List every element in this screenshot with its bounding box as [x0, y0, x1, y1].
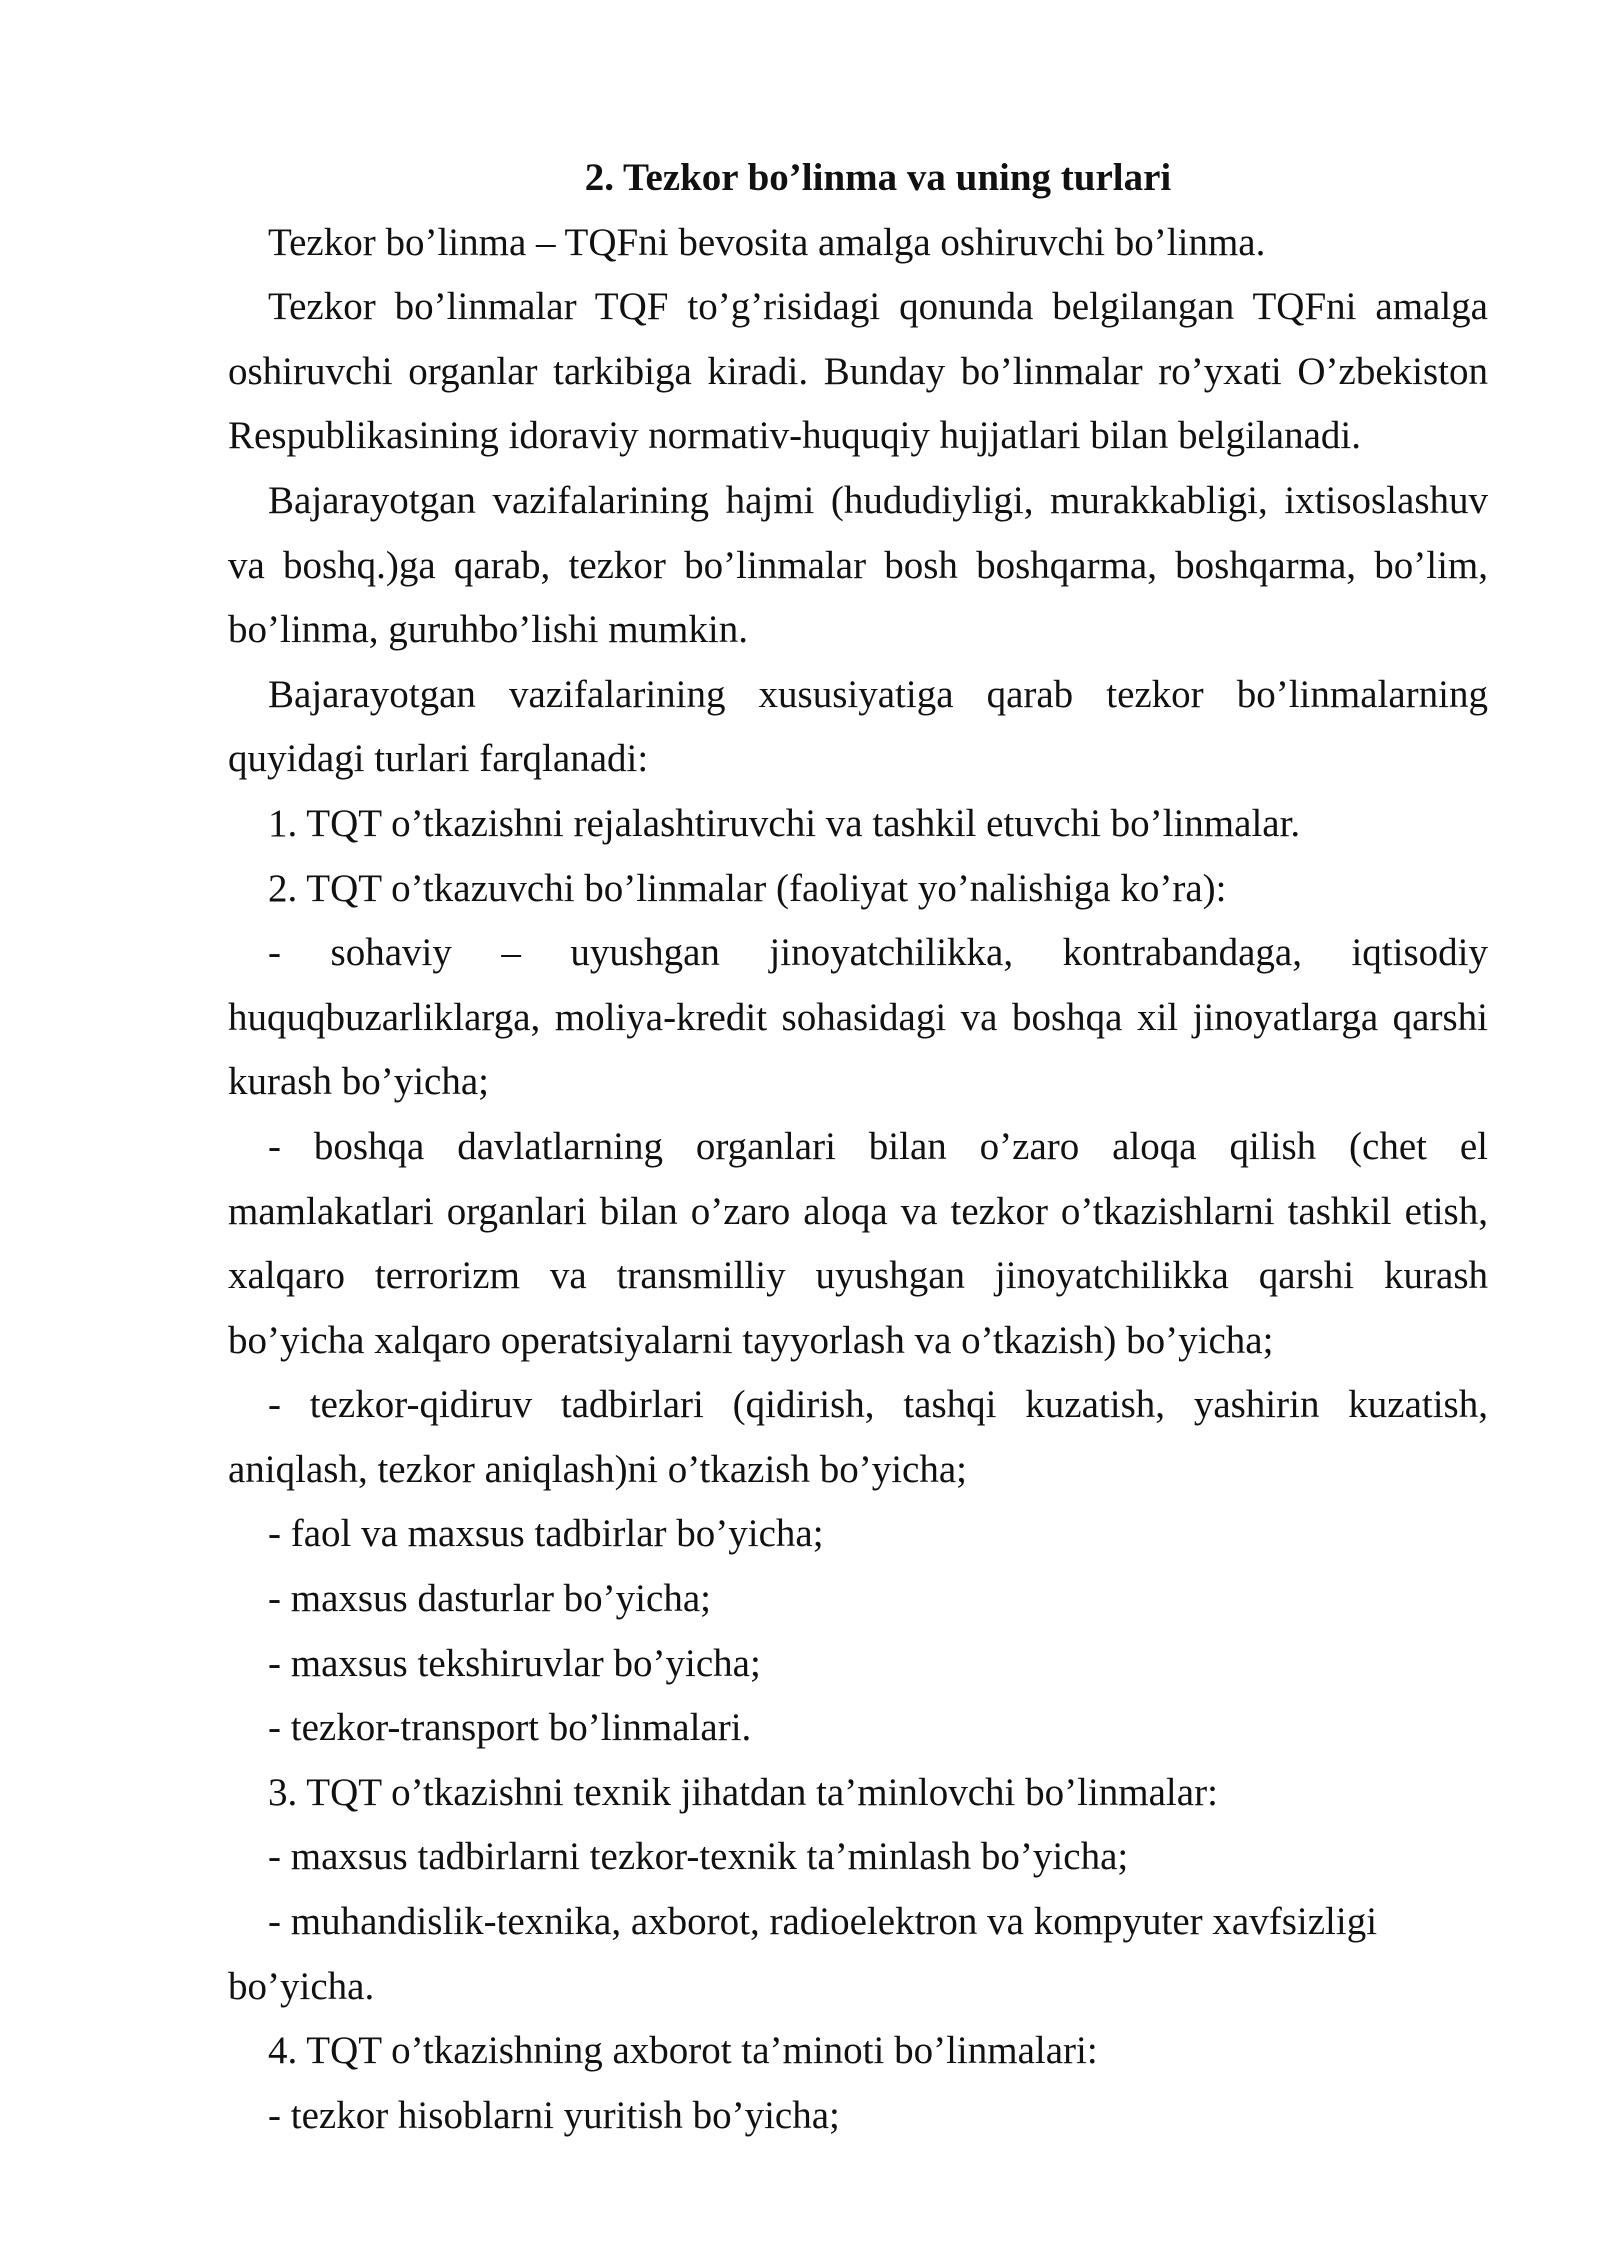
list-subitem-sectoral: - sohaviy – uyushgan jinoyatchilikka, kontrabandaga, iqtisodiy huquqbuzarliklarga, moliya-kredit sohasidagi va boshqa xil jinoyatlarga qarshi kurash bo’yicha;: [228, 931, 1488, 1104]
section-title: 2. Tezkor bo’linma va uning turlari: [584, 156, 1172, 199]
list-subitem-transport: - tezkor-transport bo’linmalari.: [268, 1706, 752, 1750]
list-subitem-technical-support: - maxsus tadbirlarni tezkor-texnik ta’minlash bo’yicha;: [268, 1835, 1129, 1879]
paragraph-types-intro: Bajarayotgan vazifalarining xususiyatiga qarab tezkor bo’linmalarning quyidagi turlari farqlanadi:: [228, 672, 1488, 781]
list-subitem-special-programs: - maxsus dasturlar bo’yicha;: [268, 1577, 711, 1621]
list-item-technical-units: 3. TQT o’tkazishni texnik jihatdan ta’minlovchi bo’linmalar:: [268, 1770, 1218, 1814]
document-page: [228, 146, 1488, 2148]
paragraph-structure: Bajarayotgan vazifalarining hajmi (hududiyligi, murakkabligi, ixtisoslashuv va boshq.)ga qarab, tezkor bo’linmalar bosh boshqarma, boshqarma, bo’lim, bo’linma, guruhbo’lishi mumkin.: [228, 478, 1488, 652]
list-subitem-engineering-security: - muhandislik-texnika, axborot, radioelektron va kompyuter xavfsizligi bo’yicha.: [228, 1900, 1378, 2008]
list-subitem-international: - boshqa davlatlarning organlari bilan o’zaro aloqa qilish (chet el mamlakatlari organlari bilan o’zaro aloqa va tezkor o’tkazishlarni tashkil etish, xalqaro terrorizm va transmilliy uyushgan jinoyatchilikka qarshi kurash bo’yicha xalqaro operatsiyalarni tayyorlash va o’tkazish) bo’yicha;: [228, 1124, 1488, 1362]
list-item-planning-units: 1. TQT o’tkazishni rejalashtiruvchi va tashkil etuvchi bo’linmalar.: [268, 801, 1301, 845]
list-subitem-search-measures: - tezkor-qidiruv tadbirlari (qidirish, tashqi kuzatish, yashirin kuzatish, aniqlash, tezkor aniqlash)ni o’tkazish bo’yicha;: [228, 1383, 1488, 1491]
paragraph-definition: Tezkor bo’linma – TQFni bevosita amalga oshiruvchi bo’linma.: [268, 220, 1266, 264]
list-subitem-active-measures: - faol va maxsus tadbirlar bo’yicha;: [268, 1512, 824, 1556]
list-item-conducting-units: 2. TQT o’tkazuvchi bo’linmalar (faoliyat yo’nalishiga ko’ra):: [268, 866, 1227, 910]
list-subitem-special-checks: - maxsus tekshiruvlar bo’yicha;: [268, 1641, 761, 1685]
paragraph-composition: Tezkor bo’linmalar TQF to’g’risidagi qonunda belgilangan TQFni amalga oshiruvchi organlar tarkibiga kiradi. Bunday bo’linmalar ro’yxati O’zbekiston Respublikasining idoraviy normativ-huquqiy hujjatlari bilan belgilanadi.: [228, 285, 1488, 458]
list-item-information-units: 4. TQT o’tkazishning axborot ta’minoti bo’linmalari:: [268, 2029, 1098, 2073]
list-subitem-records: - tezkor hisoblarni yuritish bo’yicha;: [268, 2093, 840, 2137]
